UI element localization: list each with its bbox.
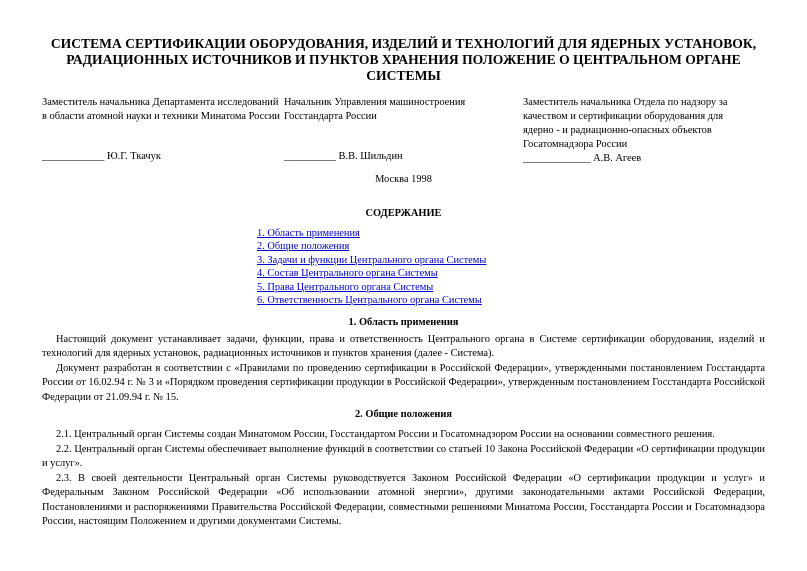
signatory-3-signature: _____________ А.В. Агеев	[523, 153, 642, 164]
section-1-paragraph: Настоящий документ устанавливает задачи, функции, права и ответственность Центрального органа в Системе сертификации оборудования, изделий и технологий для ядерных установок, радиационных источников и пунктов хранения (далее - Система).	[42, 334, 765, 360]
place-date: Москва 1998	[375, 174, 432, 185]
signatory-position: Заместитель начальника Департамента исследований в области атомной науки и техники Минатома России	[42, 97, 280, 122]
signatory-1	[42, 96, 282, 124]
section-2-paragraph: 2.1. Центральный орган Системы создан Минатомом России, Госстандартом России и Госатомнадзором России на основании совместного решения.	[56, 429, 715, 440]
section-1-paragraph: Документ разработан в соответствии с «Правилами по проведению сертификации в Российской Федерации», утвержденными постановлением Госстандарта России от 16.02.94 г. № 3 и «Порядком проведения сертификации продукции в Российской Федерации», утвержденным постановлением Госстандарта Российской Федерации от 21.09.94 г. № 15.	[42, 363, 765, 403]
section-2-paragraph: 2.2. Центральный орган Системы обеспечивает выполнение функций в соответствии со статьей 10 Закона Российской Федерации «О сертификации продукции и услуг».	[42, 444, 765, 470]
signatory-position: Начальник Управления машиностроения Госстандарта России	[284, 97, 466, 122]
section-2-paragraph: 2.3. В своей деятельности Центральный орган Системы руководствуется Законом Российской Федерации «О сертификации продукции и услуг» и Федеральным Законом Российской Федерации «Об использовании атомной энергии», другими законодательными актами Российской Федерации, Постановлениями и распоряжениями Правительства Российской Федерации, совместными решениями Минатома России, Госстандарта России и Госатомнадзора России, настоящим Положением и другими документами Системы.	[42, 473, 765, 528]
signatory-3	[523, 96, 753, 152]
toc-heading: СОДЕРЖАНИЕ	[365, 208, 442, 219]
table-of-contents	[257, 227, 486, 307]
section-2-heading: 2. Общие положения	[354, 409, 453, 420]
toc-link-5[interactable]: 5. Права Центрального органа Системы	[257, 281, 434, 293]
signatory-1-signature: ____________ Ю.Г. Ткачук	[42, 151, 161, 162]
signatory-2-signature: __________ В.В. Шильдин	[284, 151, 403, 162]
toc-link-2[interactable]: 2. Общие положения	[257, 241, 350, 253]
document-title: СИСТЕМА СЕРТИФИКАЦИИ ОБОРУДОВАНИЯ, ИЗДЕЛИЙ И ТЕХНОЛОГИЙ ДЛЯ ЯДЕРНЫХ УСТАНОВОК, РАДИАЦИОННЫХ ИСТОЧНИКОВ И ПУНКТОВ ХРАНЕНИЯ ПОЛОЖЕНИЕ О ЦЕНТРАЛЬНОМ ОРГАНЕ СИСТЕМЫ	[50, 36, 757, 83]
signatory-position: Заместитель начальника Отдела по надзору за качеством и сертификации оборудования для ядерно - и радиационно-опасных объектов Госатомнадзора России	[523, 97, 728, 150]
toc-link-6[interactable]: 6. Ответственность Центрального органа Системы	[257, 295, 482, 307]
signatory-2	[284, 96, 504, 124]
toc-link-1[interactable]: 1. Область применения	[257, 228, 360, 239]
toc-link-4[interactable]: 4. Состав Центрального органа Системы	[257, 268, 438, 280]
section-1-heading: 1. Область применения	[348, 317, 459, 328]
toc-link-3[interactable]: 3. Задачи и функции Центрального органа Системы	[257, 254, 487, 266]
